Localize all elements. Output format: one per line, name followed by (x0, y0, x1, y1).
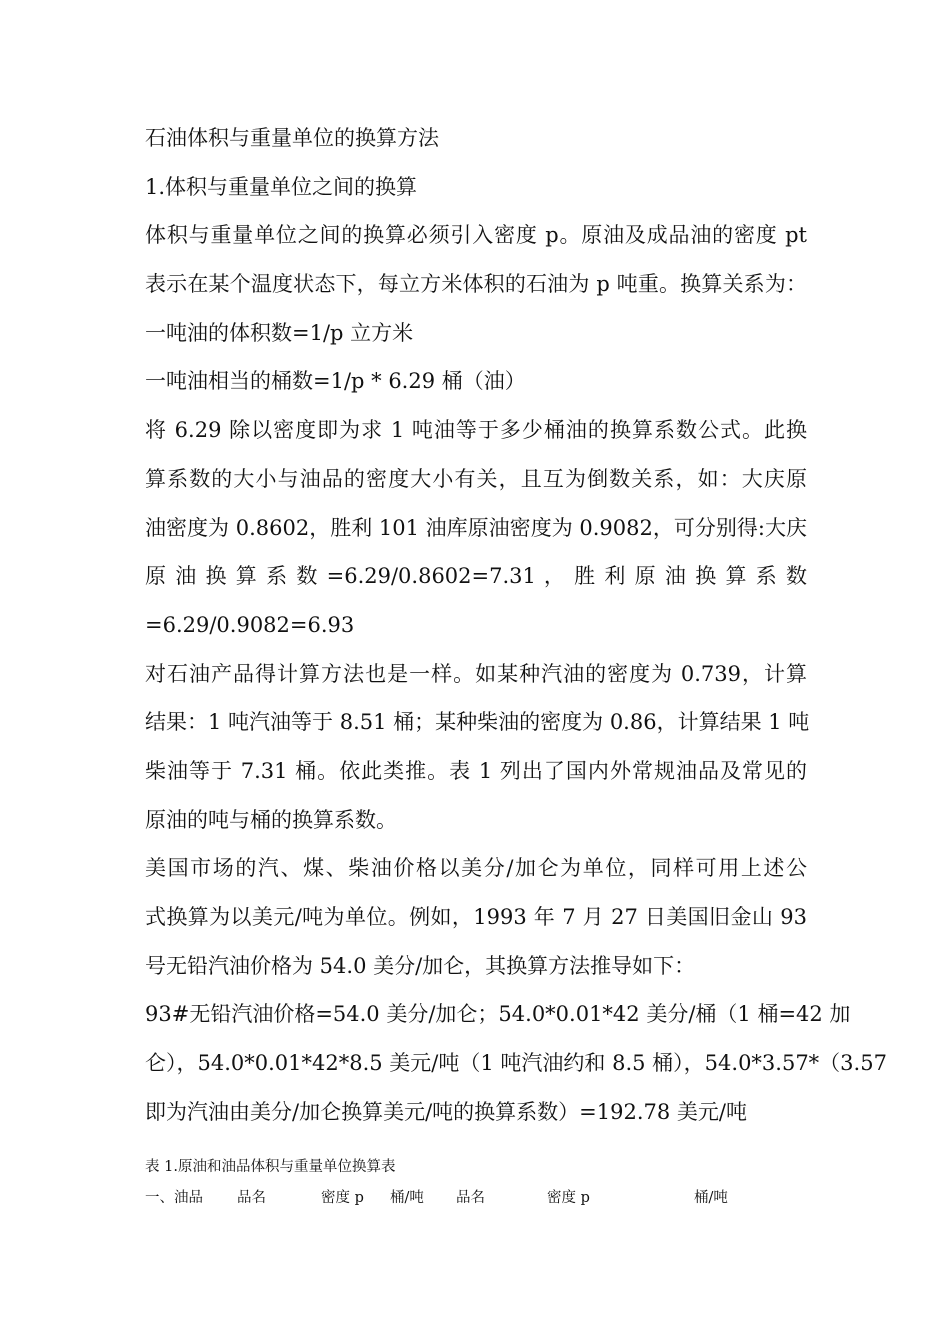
paragraph-line: 即为汽油由美分/加仑换算美元/吨的换算系数）=192.78 美元/吨 (145, 1099, 747, 1124)
table-header-row (145, 1186, 765, 1210)
paragraph-line: 结果：1 吨汽油等于 8.51 桶；某种柴油的密度为 0.86，计算结果 1 吨 (145, 710, 810, 735)
document-title: 石油体积与重量单位的换算方法 (145, 126, 439, 150)
table-header-barrels-per-ton: 桶/吨 (694, 1190, 728, 1206)
paragraph-line: 仑），54.0*0.01*42*8.5 美元/吨（1 吨汽油约和 8.5 桶），54.0*3.57*（3.57 (145, 1051, 887, 1076)
table-header-name: 品名 (456, 1190, 485, 1206)
paragraph-line: 体积与重量单位之间的换算必须引入密度 p。原油及成品油的密度 pt (145, 223, 807, 248)
paragraph-line: 原油的吨与桶的换算系数。 (145, 807, 397, 832)
table-header-name: 品名 (237, 1190, 266, 1206)
table-header-barrels-per-ton: 桶/吨 (390, 1190, 424, 1206)
paragraph-line: 柴油等于 7.31 桶。依此类推。表 1 列出了国内外常规油品及常见的 (145, 758, 807, 783)
paragraph-line: =6.29/0.9082=6.93 (145, 612, 355, 637)
formula-line: 一吨油相当的桶数=1/p * 6.29 桶（油） (145, 369, 526, 394)
table-header-density: 密度 p (321, 1190, 364, 1206)
paragraph-line: 93#无铅汽油价格=54.0 美分/加仑；54.0*0.01*42 美分/桶（1 桶=42 加 (145, 1002, 851, 1027)
paragraph-line: 算系数的大小与油品的密度大小有关，且互为倒数关系，如：大庆原 (145, 466, 807, 491)
document-body (145, 114, 887, 1136)
paragraph-line: 式换算为以美元/吨为单位。例如，1993 年 7 月 27 日美国旧金山 93 (145, 905, 807, 929)
section-heading: 1.体积与重量单位之间的换算 (145, 174, 418, 199)
formula-line: 一吨油的体积数=1/p 立方米 (145, 320, 414, 345)
paragraph-line: 油密度为 0.8602，胜利 101 油库原油密度为 0.9082，可分别得:大庆 (145, 515, 807, 540)
paragraph-line: 美国市场的汽、煤、柴油价格以美分/加仑为单位，同样可用上述公 (145, 856, 807, 881)
table-caption: 表 1.原油和油品体积与重量单位换算表 (145, 1159, 396, 1175)
paragraph-line: 将 6.29 除以密度即为求 1 吨油等于多少桶油的换算系数公式。此换 (145, 418, 807, 443)
table-header-category: 一、油品 (145, 1190, 203, 1206)
paragraph-line: 表示在某个温度状态下，每立方米体积的石油为 p 吨重。换算关系为： (145, 272, 807, 297)
table-header-density: 密度 p (547, 1190, 590, 1206)
paragraph-line: 号无铅汽油价格为 54.0 美分/加仑，其换算方法推导如下： (145, 953, 696, 978)
paragraph-line: 原 油 换 算 系 数 =6.29/0.8602=7.31 ， 胜 利 原 油 换 算 系 数 (145, 564, 807, 589)
paragraph-line: 对石油产品得计算方法也是一样。如某种汽油的密度为 0.739，计算 (145, 661, 807, 686)
